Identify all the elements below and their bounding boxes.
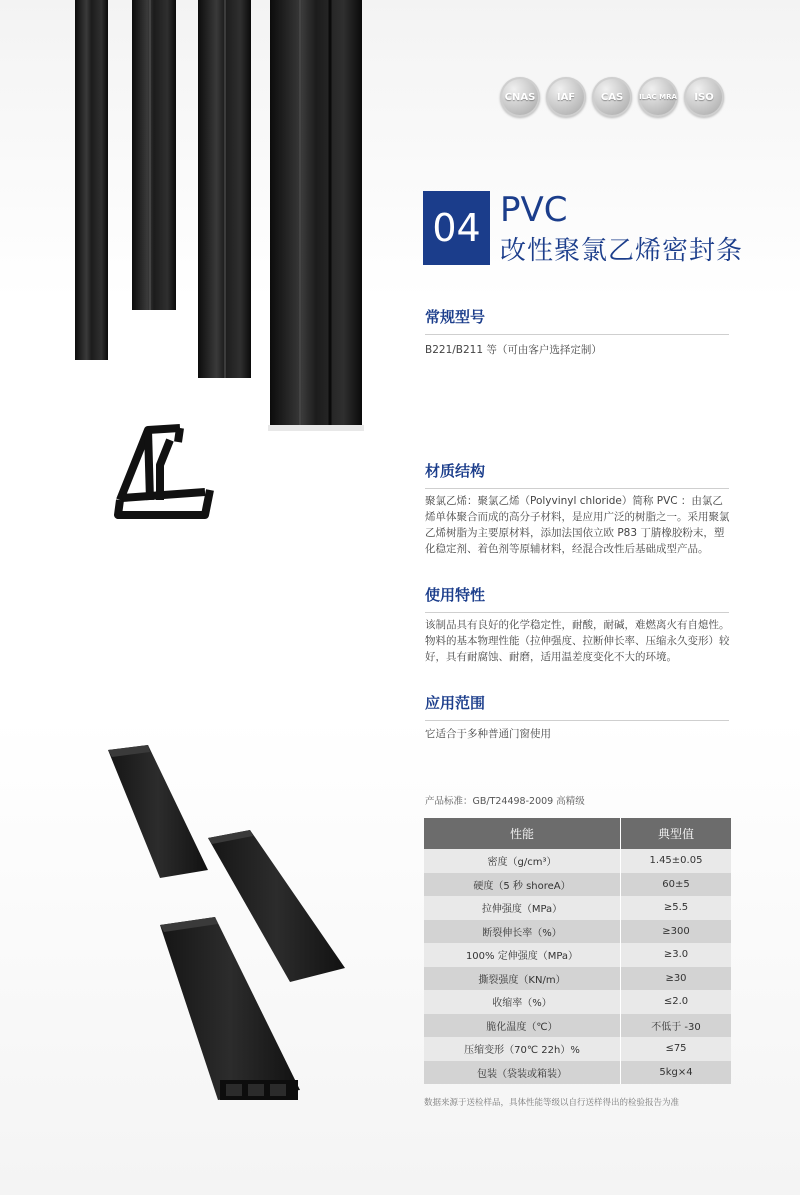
ilac-mra-logo: ILAC MRA	[638, 77, 678, 117]
title-english: PVC	[500, 190, 568, 230]
certification-logos	[500, 76, 730, 118]
table-row	[424, 943, 731, 967]
property-value: 60±5	[621, 873, 732, 897]
property-name: 密度（g/cm³）	[424, 849, 621, 873]
table-row	[424, 896, 731, 920]
property-name: 硬度（5 秒 shoreA）	[424, 873, 621, 897]
features-text: 该制品具有良好的化学稳定性，耐酸，耐碱，难燃离火有自熄性。物料的基本物理性能（拉伸强度、拉断伸长率、压缩永久变形）较好，具有耐腐蚀、耐磨，适用温差度变化不大的环境。	[425, 619, 730, 663]
table-row	[424, 849, 731, 873]
property-value: 不低于 -30	[621, 1014, 732, 1038]
properties-table	[424, 818, 731, 1084]
title-chinese: 改性聚氯乙烯密封条	[500, 236, 744, 266]
header-property: 性能	[424, 818, 621, 849]
cnas-logo: CNAS	[500, 77, 540, 117]
property-name: 收缩率（%）	[424, 990, 621, 1014]
product-standard: 产品标准：GB/T24498-2009 高精级	[425, 796, 585, 807]
property-value: 5kg×4	[621, 1061, 732, 1085]
property-value: ≥30	[621, 967, 732, 991]
vertical-strips	[75, 0, 364, 431]
property-name: 撕裂强度（KN/m）	[424, 967, 621, 991]
table-header-row	[424, 818, 731, 849]
table-row	[424, 990, 731, 1014]
features-heading: 使用特性	[425, 584, 729, 613]
property-name: 拉伸强度（MPa）	[424, 896, 621, 920]
property-value: ≥5.5	[621, 896, 732, 920]
property-name: 压缩变形（70℃ 22h）%	[424, 1037, 621, 1061]
application-heading: 应用范围	[425, 692, 729, 721]
property-value: ≥3.0	[621, 943, 732, 967]
table-row	[424, 873, 731, 897]
cas-logo: CAS	[592, 77, 632, 117]
table-row	[424, 967, 731, 991]
table-row	[424, 920, 731, 944]
application-text: 它适合于多种普通门窗使用	[425, 728, 551, 740]
header-typical-value: 典型值	[621, 818, 732, 849]
data-source-note: 数据来源于送检样品，具体性能等级以自行送样得出的检验报告为准	[424, 1098, 680, 1108]
property-value: ≥300	[621, 920, 732, 944]
flat-strips	[108, 745, 345, 1100]
section-number: 04	[423, 191, 490, 265]
models-text: B221/B211 等（可由客户选择定制）	[425, 344, 602, 356]
property-value: ≤75	[621, 1037, 732, 1061]
iaf-logo: IAF	[546, 77, 586, 117]
property-value: 1.45±0.05	[621, 849, 732, 873]
property-name: 断裂伸长率（%）	[424, 920, 621, 944]
iso-logo: ISO	[684, 77, 724, 117]
models-heading: 常规型号	[425, 306, 729, 335]
table-row	[424, 1037, 731, 1061]
table-row	[424, 1014, 731, 1038]
material-text: 聚氯乙烯：聚氯乙烯（Polyvinyl chloride）简称 PVC ：由氯乙烯单体聚合而成的高分子材料，是应用广泛的树脂之一。采用聚氯乙烯树脂为主要原材料，添加法国依立欧 P83 丁腈橡胶粉末，塑化稳定剂、着色剂等原辅材料，经混合改性后基础成型产品。	[425, 495, 730, 555]
property-name: 包装（袋装或箱装）	[424, 1061, 621, 1085]
property-name: 脆化温度（℃）	[424, 1014, 621, 1038]
table-row	[424, 1061, 731, 1085]
profile-cross-section	[118, 428, 210, 515]
property-value: ≤2.0	[621, 990, 732, 1014]
material-heading: 材质结构	[425, 460, 729, 489]
property-name: 100% 定伸强度（MPa）	[424, 943, 621, 967]
